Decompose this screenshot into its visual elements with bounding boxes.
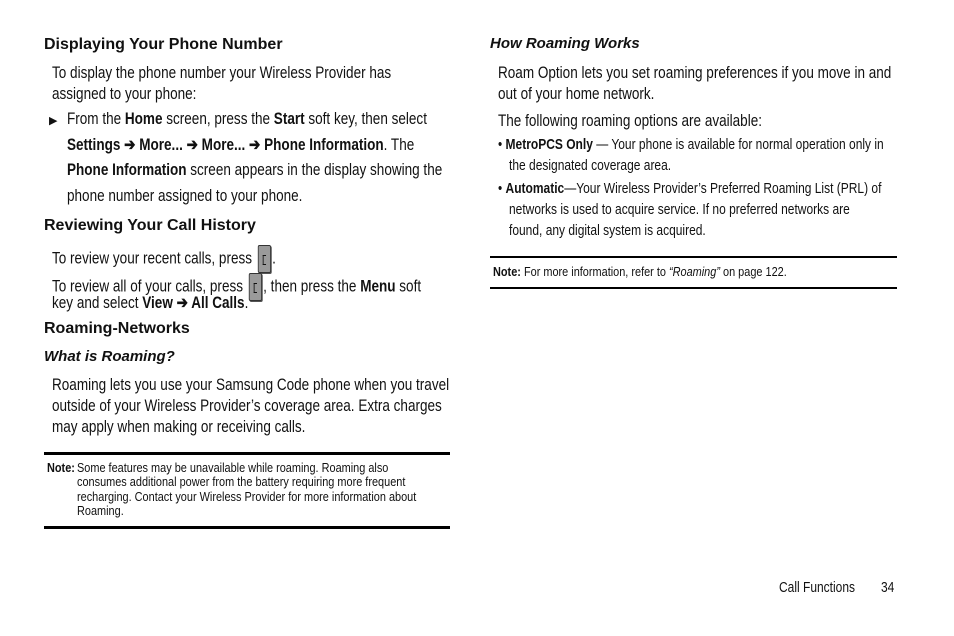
option-automatic: • Automatic—Your Wireless Provider’s Preferred Roaming List (PRL) of	[498, 180, 882, 197]
note-line: recharging. Contact your Wireless Provider for more information about	[77, 489, 417, 504]
section-heading-call-history: Reviewing Your Call History	[44, 217, 256, 234]
all-calls-line: key and select View ➔ All Calls.	[52, 294, 249, 312]
roaming-reference-link[interactable]: “Roaming”	[668, 264, 720, 279]
footer-section-name: Call Functions	[779, 579, 856, 596]
section-heading-roaming-networks: Roaming-Networks	[44, 320, 190, 337]
paragraph-line: To display the phone number your Wireless Provider has	[52, 64, 392, 82]
note-line: consumes additional power from the battery requiring more frequent	[77, 474, 406, 489]
send-key-icon	[248, 273, 261, 301]
paragraph-line: The following roaming options are available:	[498, 112, 762, 130]
paragraph-line: Roam Option lets you set roaming preferences if you move in and	[498, 64, 892, 82]
recent-calls-line: To review your recent calls, press .	[52, 245, 276, 273]
paragraph-line: out of your home network.	[498, 85, 655, 103]
note-top-rule	[490, 256, 897, 258]
note-bottom-rule	[490, 287, 897, 289]
step-line: Settings ➔ More... ➔ More... ➔ Phone Information. The	[67, 136, 415, 154]
send-key-icon	[257, 245, 270, 273]
note-line: Note: For more information, refer to “Roaming” on page 122.	[493, 264, 787, 279]
note-label: Note:	[47, 460, 75, 475]
section-heading-displaying-phone-number: Displaying Your Phone Number	[44, 36, 283, 53]
option-line: networks is used to acquire service. If no preferred networks are	[509, 201, 850, 218]
subheading-what-is-roaming: What is Roaming?	[44, 348, 175, 365]
subheading-how-roaming-works: How Roaming Works	[490, 35, 640, 52]
step-line: phone number assigned to your phone.	[67, 187, 303, 205]
note-top-rule	[44, 452, 450, 455]
note-bottom-rule	[44, 526, 450, 529]
option-line: found, any digital system is acquired.	[509, 222, 706, 239]
option-metropcs-only: • MetroPCS Only — Your phone is available for normal operation only in	[498, 136, 884, 153]
paragraph-line: assigned to your phone:	[52, 85, 197, 103]
note-line: Some features may be unavailable while roaming. Roaming also	[77, 460, 389, 475]
all-calls-line: To review all of your calls, press , then press the Menu soft	[52, 273, 421, 301]
paragraph-line: may apply when making or receiving calls.	[52, 418, 306, 436]
option-line: the designated coverage area.	[509, 157, 672, 174]
bullet-triangle-icon: ▶	[49, 115, 58, 127]
step-line: From the Home screen, press the Start soft key, then select	[67, 110, 427, 128]
note-line: Roaming.	[77, 503, 124, 518]
page-number: 34	[881, 579, 895, 596]
paragraph-line: Roaming lets you use your Samsung Code phone when you travel	[52, 376, 450, 394]
paragraph-line: outside of your Wireless Provider’s coverage area. Extra charges	[52, 397, 442, 415]
step-line: Phone Information screen appears in the display showing the	[67, 161, 443, 179]
